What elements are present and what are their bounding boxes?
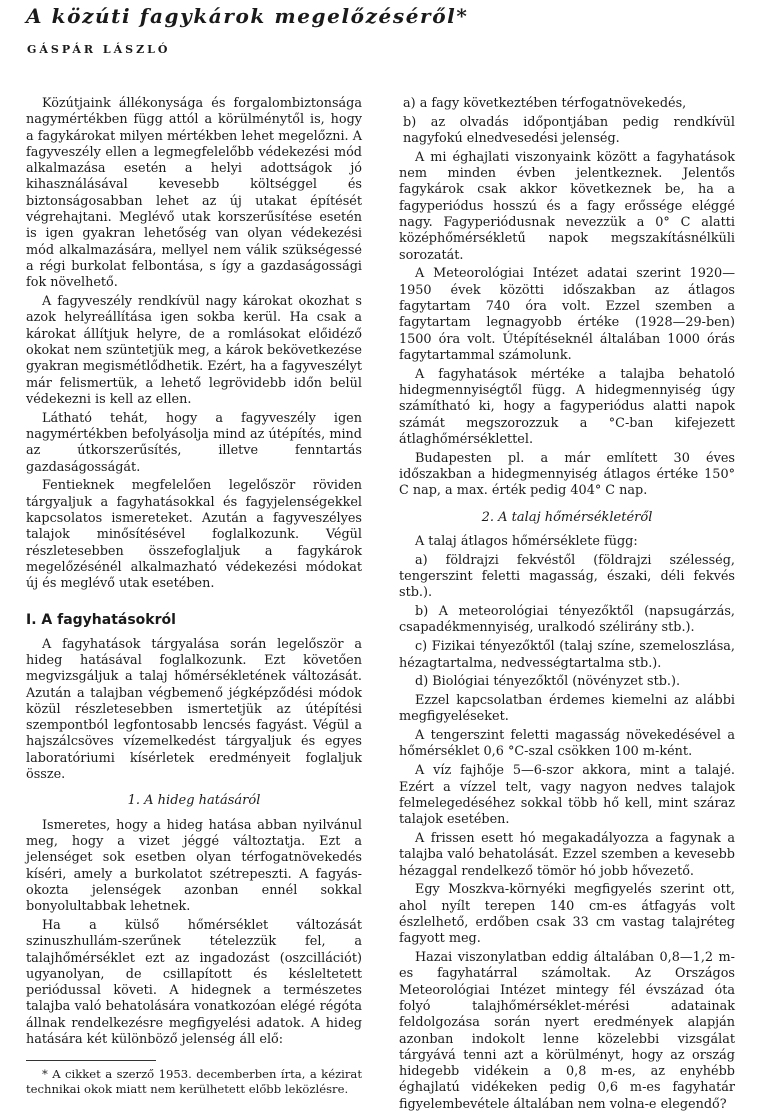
subsection-heading: 2. A talaj hőmérsékletéről xyxy=(481,509,653,525)
paragraph: Látható tehát, hogy a fagyveszély igen nagymértékben befolyásolja mind az útépítés, mind az útkorszerűsítés, illetve fenntartás gazdaságosságát. xyxy=(26,410,362,475)
paragraph: Ha a külső hőmérséklet változását szinuszhullám-szerűnek tételezzük fel, a talajhőmérséklet ezt az ingadozást (oszcillációt) ugyanolyan, de csillapított és késleltetett periódussal követi. A hidegnek a természetes talajba való behatolására vonatkozóan elégé régóta állnak rendelkezésre megfigyelési adatok. A hideg hatására két különböző jelenség áll elő: xyxy=(26,917,362,1048)
paragraph: A Meteorológiai Intézet adatai szerint 1920—1950 évek közötti időszakban az átlagos fagytartam 740 óra volt. Ezzel szemben a fagytartam legnagyobb értéke (1928—29-ben) 1500 óra volt. Útépítéseknél általában 1000 órás fagytartammal számolunk. xyxy=(399,266,735,363)
paragraph: Egy Moszkva-környéki megfigyelés szerint ott, ahol nyílt terepen 140 cm-es átfagyás volt észlelhető, erdőben csak 33 cm vastag talajréteg fagyott meg. xyxy=(399,882,735,947)
article-title: A közúti fagykárok megelőzéséről* xyxy=(26,4,469,28)
paragraph: Budapesten pl. a már említett 30 éves időszakban a hidegmennyiség átlagos értéke 150° C nap, a max. érték pedig 404° C nap. xyxy=(399,450,735,499)
paragraph: A frissen esett hó megakadályozza a fagynak a talajba való behatolását. Ezzel szemben a kevesebb hézaggal rendelkező tömör hó jobb hővezető. xyxy=(399,830,735,879)
paragraph: A fagyveszély rendkívül nagy károkat okozhat s azok helyreállítása igen sokba kerül. Ha csak a károkat állítjuk helyre, de a romlásokat előidéző okokat nem szüntetjük meg, a károk bekövetkezése gyakran megismétlődhetik. Ezért, ha a fagyveszélyt már felismertük, a lehető legrövidebb időn belül védekezni is kell az ellen. xyxy=(26,294,362,407)
paragraph: Közútjaink állékonysága és forgalombiztonsága nagymértékben függ attól a körülménytől is, hogy a fagykárokat milyen mértékben lehet megelőzni. A fagyveszély ellen a legmegfelelőbb védekezési mód alkalmazása esetén a helyi adottságok jó kihasználásával kevesebb költséggel és biztonságosabban lehet az új utakat építését végrehajtani. Meglévő utak korszerűsítése esetén is igen gyakran lehetőség van olyan védekezési mód alkalmazására, mellyel nem válik szükségessé a régi burkolat felbontása, s így a gazdaságossági fok növelhető. xyxy=(26,96,362,291)
paragraph: Hazai viszonylatban eddig általában 0,8—1,2 m-es fagyhatárral számoltak. Az Országos Meteorológiai Intézet mintegy fél évszázad óta folyó talajhőmérséklet-mérési adatainak feldolgozása során nyert eredmények alapján azonban indokolt lenne közelebbi vizsgálat tárgyává tenni azt a körülményt, hogy az ország hidegebb vidékein a 0,8 m-es, az enyhébb éghajlatú vidékeken pedig 0,6 m-es fagyhatár figyelembevétele általában nem volna-e elegendő? xyxy=(399,950,735,1112)
paragraph: A víz fajhője 5—6-szor akkora, mint a talajé. Ezért a vízzel telt, vagy nagyon nedves talajok felmelegedéséhez sokkal több hő kell, mint száraz talajok esetében. xyxy=(399,763,735,828)
subsection-heading: 1. A hideg hatásáról xyxy=(127,793,261,809)
list-item: a) a fagy következtében térfogatnövekedés, xyxy=(403,96,687,111)
right-column xyxy=(399,96,735,1116)
left-column xyxy=(26,96,362,1099)
paragraph: Ezzel kapcsolatban érdemes kiemelni az alábbi megfigyeléseket. xyxy=(399,693,735,725)
paragraph: A talaj átlagos hőmérséklete függ: xyxy=(415,533,638,549)
paragraph: Fentieknek megfelelően legelőször röviden tárgyaljuk a fagyhatásokkal és fagyjelenségekkel kapcsolatos ismereteket. Azután a fagyveszélyes talajok minősítésével foglalkozunk. Végül részletesebben összefoglaljuk a fagykárok megelőzésénél alkalmazható védekezési módokat új és meglévő utak esetében. xyxy=(26,478,362,592)
section-heading: I. A fagyhatásokról xyxy=(26,612,176,629)
paragraph: A fagyhatások tárgyalása során legelőször a hideg hatásával foglalkozunk. Ezt követően megvizsgáljuk a talaj hőmérsékletének változását. Azután a talajban végbemenő jégképződési módok közül részletesebben ismertetjük az útépítési szempontból legfontosabb lencsés fagyást. Végül a hajszálcsöves vízemelkedést tárgyaljuk és egyes laboratóriumi kísérletek eredményeit foglaljuk össze. xyxy=(26,636,362,783)
footnote-rule xyxy=(26,1060,156,1061)
paragraph: A fagyhatások mértéke a talajba behatoló hidegmennyiségtől függ. A hidegmennyiség úgy számítható ki, hogy a fagyperiódus alatti napok számát megszorozzuk a °C-ban kifejezett átlaghőmérséklettel. xyxy=(399,366,735,447)
list-item: a) földrajzi fekvéstől (földrajzi szélesség, tengerszint feletti magasság, északi, déli fekvés stb.). xyxy=(399,552,735,601)
author-name: GÁSPÁR LÁSZLÓ xyxy=(27,43,171,56)
list-item: b) az olvadás időpontjában pedig rendkívül nagyfokú elnedvesedési jelenség. xyxy=(403,114,735,147)
paragraph: A tengerszint feletti magasság növekedésével a hőmérséklet 0,6 °C-szal csökken 100 m-ként. xyxy=(399,728,735,760)
footnote: * A cikket a szerző 1953. decemberben írta, a kézirat technikai okok miatt nem kerülhetett előbb leközlésre. xyxy=(26,1067,362,1096)
paragraph: A mi éghajlati viszonyaink között a fagyhatások nem minden évben jelentkeznek. Jelentős fagykárok csak akkor következnek be, ha a fagyperiódus hosszú és a fagy erőssége eléggé nagy. Fagyperiódusnak nevezzük a 0° C alatti középhőmérsékletű napok megszakításnélküli sorozatát. xyxy=(399,149,735,263)
list-item: c) Fizikai tényezőktől (talaj színe, szemeloszlása, hézagtartalma, nedvességtartalma stb.). xyxy=(399,639,735,671)
list-item: b) A meteorológiai tényezőktől (napsugárzás, csapadékmennyiség, uralkodó szélirány stb.). xyxy=(399,604,735,636)
paragraph: Ismeretes, hogy a hideg hatása abban nyilvánul meg, hogy a vizet jéggé változtatja. Ezt a jelenséget sok esetben olyan térfogatnövekedés kíséri, amely a burkolatot szétrepeszti. A fagyás-okozta jelenségek azonban ennél sokkal bonyolultabbak lehetnek. xyxy=(26,817,362,915)
list-item: d) Biológiai tényezőktől (növényzet stb.). xyxy=(415,674,681,690)
